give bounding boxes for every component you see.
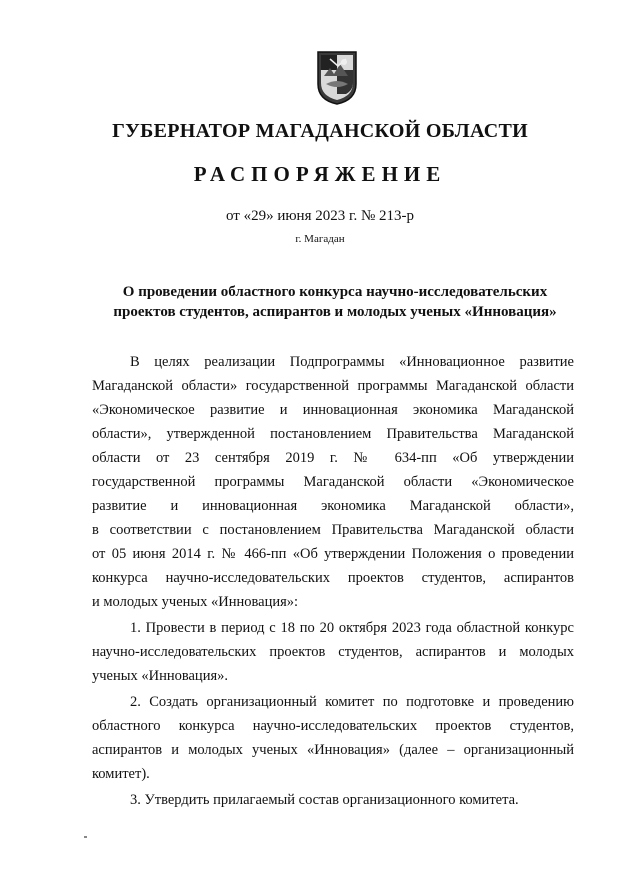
item-3-line: 3. Утвердить прилагаемый состав организационного комитета. <box>130 792 519 808</box>
document-body <box>92 350 574 812</box>
margin-mark <box>84 836 87 838</box>
item-2-line: областного конкурса научно-исследовательских проектов студентов, <box>92 718 574 734</box>
item-1-line: научно-исследовательских проектов студентов, аспирантов и молодых <box>92 644 574 660</box>
preamble-line: от 05 июня 2014 г. № 466-пп «Об утверждении Положения о проведении <box>92 546 574 562</box>
preamble-line: области от 23 сентября 2019 г. № 634-пп «Об утверждении <box>92 450 574 466</box>
document-subject <box>100 282 570 322</box>
preamble-line: в соответствии с постановлением Правительства Магаданской области <box>92 522 574 538</box>
item-2-line: 2. Создать организационный комитет по подготовке и проведению <box>130 694 574 710</box>
issuer-title: ГУБЕРНАТОР МАГАДАНСКОЙ ОБЛАСТИ <box>112 120 528 142</box>
preamble-line: конкурса научно-исследовательских проектов студентов, аспирантов <box>92 570 574 586</box>
item-1-line: ученых «Инновация». <box>92 668 229 684</box>
subject-line: О проведении областного конкурса научно-исследовательских <box>122 284 548 300</box>
preamble-line: области», утвержденной постановлением Правительства Магаданской <box>92 426 574 442</box>
item-2-line: аспирантов и молодых ученых «Инновация» (далее – организационный <box>92 742 574 758</box>
preamble-line: и молодых ученых «Инновация»: <box>92 594 299 610</box>
preamble-line: «Экономическое развитие и инновационная экономика Магаданской <box>92 402 574 418</box>
document-type: РАСПОРЯЖЕНИЕ <box>193 162 447 186</box>
preamble-line: Магаданской области» государственной программы Магаданской области <box>92 378 574 394</box>
coat-of-arms-icon <box>316 50 358 106</box>
preamble-line: В целях реализации Подпрограммы «Инновационное развитие <box>130 354 574 370</box>
document-date-number: от «29» июня 2023 г. № 213-р <box>225 208 415 224</box>
document-city: г. Магадан <box>295 233 345 245</box>
item-1-line: 1. Провести в период с 18 по 20 октября 2023 года областной конкурс <box>130 620 574 636</box>
preamble-line: государственной программы Магаданской области «Экономическое <box>92 474 574 490</box>
item-2-line: комитет). <box>92 766 150 782</box>
subject-line: проектов студентов, аспирантов и молодых ученых «Инновация» <box>113 304 557 320</box>
preamble-line: развитие и инновационная экономика Магаданской области», <box>92 498 574 514</box>
coat-of-arms-emblem <box>316 50 358 106</box>
